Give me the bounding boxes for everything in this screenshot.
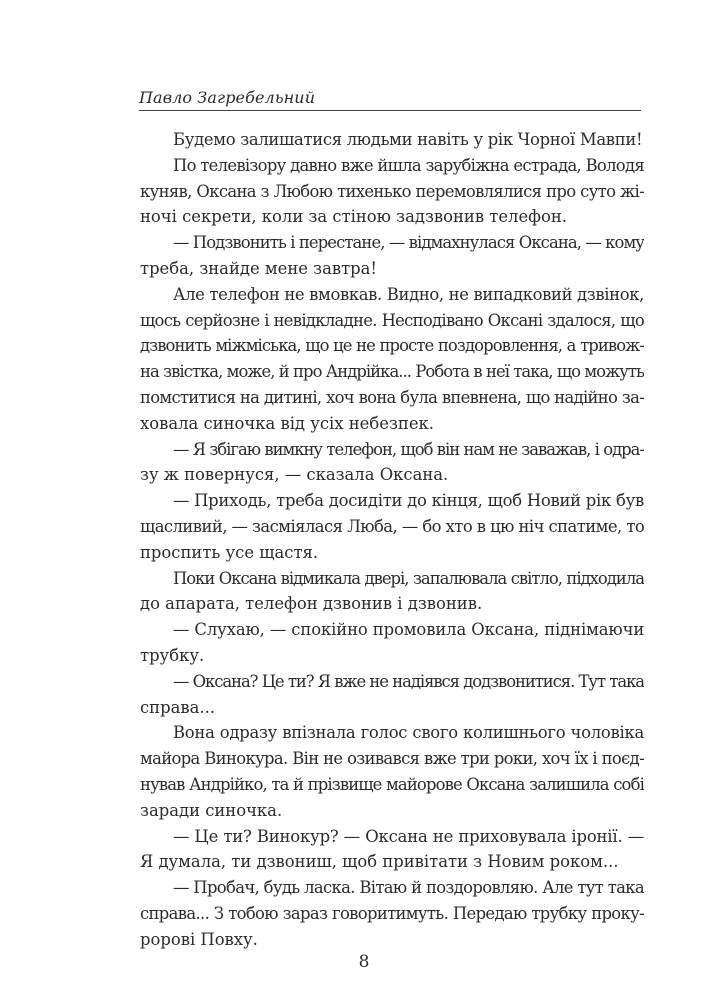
paragraph xyxy=(140,824,644,876)
text-line: нував Андрійко, та й прізвище майорове Оксана залишила собі xyxy=(140,774,644,794)
text-line: заради синочка. xyxy=(140,800,283,820)
text-line: майора Винокура. Він не озивався вже три роки, хоч їх і поєд- xyxy=(140,749,644,769)
text-line: трубку. xyxy=(140,645,205,665)
text-line: справа... xyxy=(140,697,215,717)
body-text xyxy=(140,127,644,953)
text-line: — Пробач, будь ласка. Вітаю й поздоровляю. Але тут така xyxy=(173,878,644,898)
text-line: до апарата, телефон дзвонив і дзвонив. xyxy=(140,594,483,614)
paragraph xyxy=(140,488,644,565)
paragraph xyxy=(140,437,644,489)
text-line: проспить усе щастя. xyxy=(140,542,319,562)
text-line: Поки Оксана відмикала двері, запалювала світло, підходила xyxy=(173,568,644,588)
text-line: зу ж повернуся, — сказала Оксана. xyxy=(140,465,449,485)
text-line: ророві Повху. xyxy=(140,929,258,949)
paragraph xyxy=(140,230,644,282)
text-line: справа... З тобою зараз говоритимуть. Передаю трубку проку- xyxy=(140,903,644,923)
page-number: 8 xyxy=(358,952,370,972)
text-line: Будемо залишатися людьми навіть у рік Чорної Мавпи! xyxy=(173,130,643,149)
text-line: — Подзвонить і перестане, — відмахнулася Оксана, — кому xyxy=(173,233,644,253)
text-line: куняв, Оксана з Любою тихенько перемовлялися про суто жі- xyxy=(140,181,644,201)
text-line: По телевізору давно вже йшла зарубіжна естрада, Володя xyxy=(173,155,644,175)
header-rule xyxy=(139,110,641,111)
text-line: на звістка, може, й про Андрійка... Робота в неї така, що можуть xyxy=(140,362,644,382)
text-line: — Це ти? Винокур? — Оксана не приховувала іронії. — xyxy=(173,826,644,846)
text-line: щасливий, — засміялася Люба, — бо хто в цю ніч спатиме, то xyxy=(140,516,644,536)
paragraph xyxy=(140,282,644,437)
text-line: Але телефон не вмовкав. Видно, не випадковий дзвінок, xyxy=(173,284,644,304)
paragraph xyxy=(140,669,644,721)
text-line: — Слухаю, — спокійно промовила Оксана, піднімаючи xyxy=(173,620,644,640)
paragraph xyxy=(140,875,644,952)
text-line: Я думала, ти дзвониш, щоб привітати з Новим роком... xyxy=(140,852,619,872)
paragraph xyxy=(140,566,644,618)
text-line: — Приходь, треба досидіти до кінця, щоб Новий рік був xyxy=(173,491,644,511)
running-head-author: Павло Загребельний xyxy=(139,88,316,107)
text-line: треба, знайде мене завтра! xyxy=(140,258,378,278)
text-line: ховала синочка від усіх небезпек. xyxy=(140,413,434,433)
text-line: Вона одразу впізнала голос свого колишнього чоловіка xyxy=(173,723,644,743)
text-line: помститися на дитині, хоч вона була впевнена, що надійно за- xyxy=(140,387,644,407)
paragraph xyxy=(140,153,644,230)
text-line: щось серйозне і невідкладне. Несподівано Оксані здалося, що xyxy=(140,310,644,330)
paragraph xyxy=(140,617,644,669)
text-line: ночі секрети, коли за стіною задзвонив телефон. xyxy=(140,207,567,227)
paragraph xyxy=(140,720,644,823)
text-line: дзвонить міжміська, що це не просте поздоровлення, а тривож- xyxy=(140,336,644,356)
paragraph xyxy=(140,127,644,153)
text-line: — Я збігаю вимкну телефон, щоб він нам не заважав, і одра- xyxy=(173,439,644,459)
text-line: — Оксана? Це ти? Я вже не надіявся додзвонитися. Тут така xyxy=(173,671,644,691)
